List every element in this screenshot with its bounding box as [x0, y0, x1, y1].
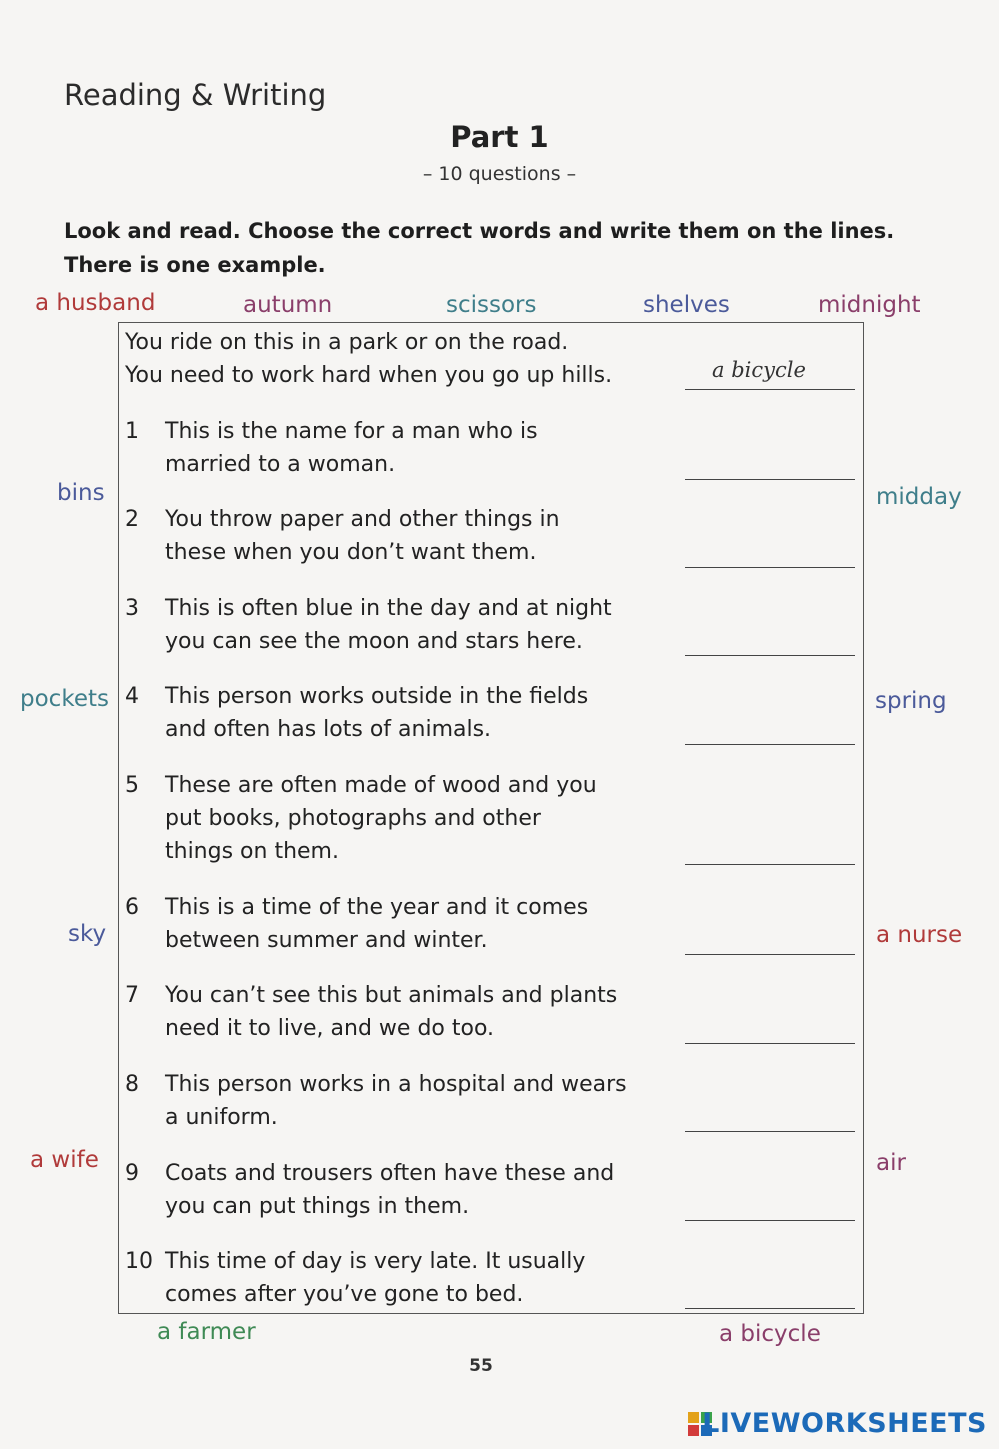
question-number: 6	[125, 895, 139, 920]
word-air[interactable]: air	[876, 1150, 906, 1176]
word-bins[interactable]: bins	[57, 480, 105, 506]
word-autumn[interactable]: autumn	[243, 292, 333, 318]
word-a-husband[interactable]: a husband	[35, 290, 156, 316]
question-text: This is often blue in the day and at night	[165, 596, 612, 621]
question-text: you can see the moon and stars here.	[165, 629, 583, 654]
question-text: things on them.	[165, 839, 339, 864]
page-number: 55	[469, 1356, 493, 1376]
answer-line-1[interactable]	[685, 479, 855, 480]
example-line-2: You need to work hard when you go up hills.	[125, 363, 613, 388]
word-a-bicycle[interactable]: a bicycle	[719, 1321, 821, 1347]
answer-line-8[interactable]	[685, 1131, 855, 1132]
question-count: – 10 questions –	[422, 163, 577, 185]
answer-line-3[interactable]	[685, 655, 855, 656]
example-answer-line	[685, 389, 855, 390]
word-midday[interactable]: midday	[876, 484, 962, 510]
question-number: 2	[125, 507, 139, 532]
question-text: a uniform.	[165, 1105, 278, 1130]
question-text: This time of day is very late. It usually	[165, 1249, 586, 1274]
question-text: and often has lots of animals.	[165, 717, 492, 742]
answer-line-9[interactable]	[685, 1220, 855, 1221]
question-number: 1	[125, 419, 139, 444]
word-a-farmer[interactable]: a farmer	[157, 1319, 256, 1345]
question-number: 4	[125, 684, 139, 709]
word-pockets[interactable]: pockets	[20, 686, 109, 712]
answer-line-7[interactable]	[685, 1043, 855, 1044]
word-a-nurse[interactable]: a nurse	[876, 922, 963, 948]
word-midnight[interactable]: midnight	[818, 292, 921, 318]
question-text: Coats and trousers often have these and	[165, 1161, 615, 1186]
question-number: 9	[125, 1161, 139, 1186]
question-text: This is the name for a man who is	[165, 419, 538, 444]
question-text: put books, photographs and other	[165, 806, 541, 831]
question-number: 8	[125, 1072, 139, 1097]
word-sky[interactable]: sky	[68, 921, 107, 947]
question-text: You can’t see this but animals and plants	[165, 983, 618, 1008]
question-text: You throw paper and other things in	[165, 507, 560, 532]
answer-line-2[interactable]	[685, 567, 855, 568]
question-number: 10	[125, 1249, 153, 1274]
word-spring[interactable]: spring	[875, 688, 947, 714]
question-text: comes after you’ve gone to bed.	[165, 1282, 524, 1307]
question-number: 3	[125, 596, 139, 621]
question-number: 5	[125, 773, 139, 798]
example-answer: a bicycle	[712, 358, 806, 382]
question-text: need it to live, and we do too.	[165, 1016, 495, 1041]
question-text: These are often made of wood and you	[165, 773, 597, 798]
answer-line-4[interactable]	[685, 744, 855, 745]
question-text: This person works outside in the fields	[165, 684, 589, 709]
question-number: 7	[125, 983, 139, 1008]
part-title: Part 1	[450, 120, 549, 154]
brand-logo-text: LIVEWORKSHEETS	[702, 1408, 987, 1439]
question-text: This person works in a hospital and wears	[165, 1072, 627, 1097]
word-shelves[interactable]: shelves	[643, 292, 730, 318]
instruction-line-2: There is one example.	[64, 253, 326, 277]
question-text: This is a time of the year and it comes	[165, 895, 589, 920]
answer-line-5[interactable]	[685, 864, 855, 865]
section-title: Reading & Writing	[64, 78, 327, 112]
answer-line-6[interactable]	[685, 954, 855, 955]
question-text: married to a woman.	[165, 452, 396, 477]
question-text: these when you don’t want them.	[165, 540, 537, 565]
word-scissors[interactable]: scissors	[446, 292, 537, 318]
question-text: you can put things in them.	[165, 1194, 470, 1219]
question-text: between summer and winter.	[165, 928, 488, 953]
example-line-1: You ride on this in a park or on the road.	[125, 330, 569, 355]
instruction-line-1: Look and read. Choose the correct words and write them on the lines.	[64, 219, 895, 243]
answer-line-10[interactable]	[685, 1308, 855, 1309]
word-a-wife[interactable]: a wife	[30, 1147, 99, 1173]
